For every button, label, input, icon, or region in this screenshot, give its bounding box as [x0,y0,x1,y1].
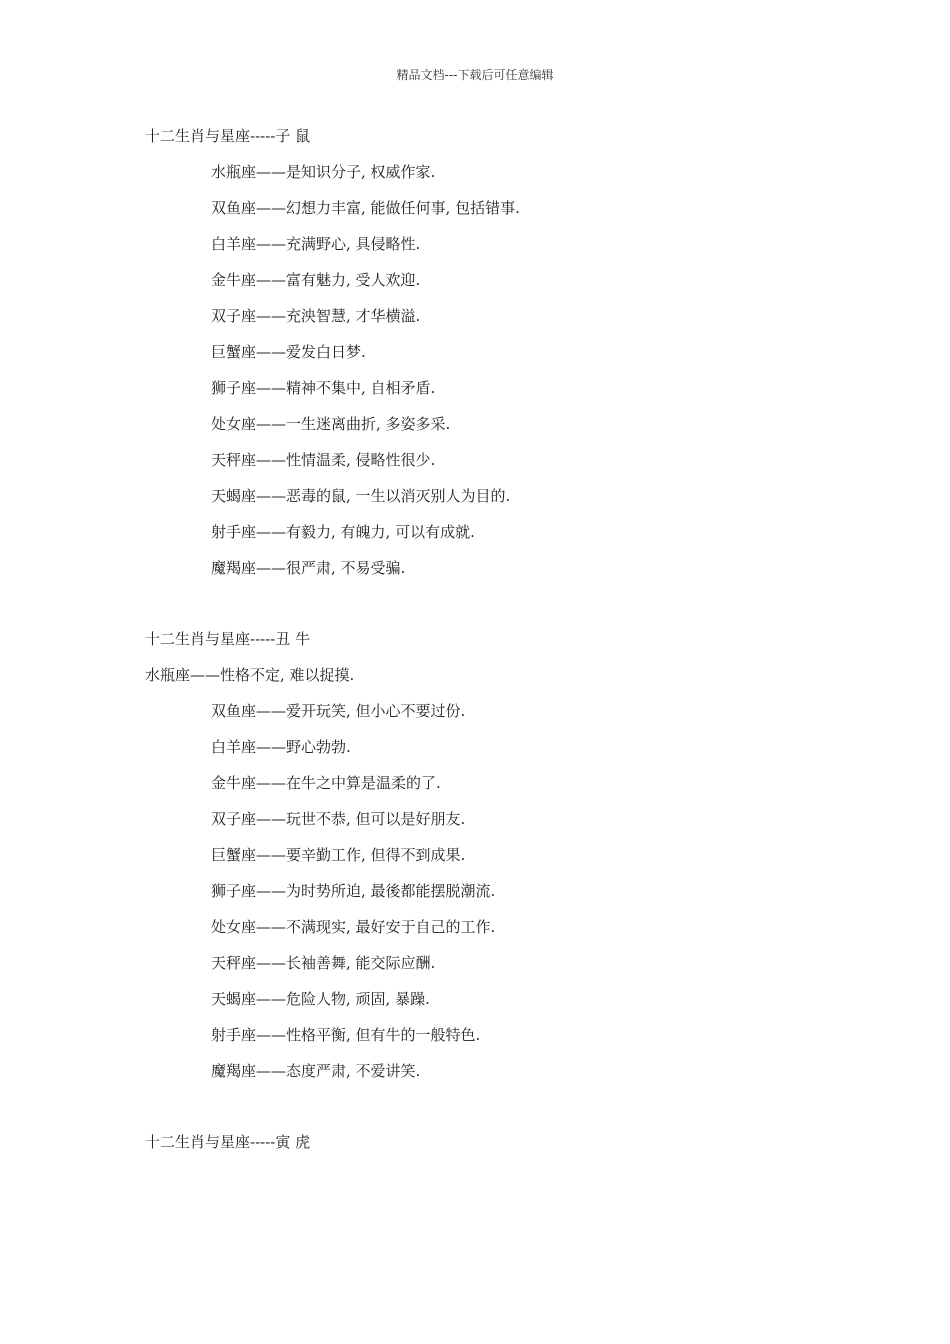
list-item: 天秤座——性情温柔, 侵略性很少. [211,451,436,469]
list-item: 水瓶座——是知识分子, 权威作家. [211,163,436,181]
list-item: 射手座——有毅力, 有魄力, 可以有成就. [211,523,475,541]
list-item: 双子座——玩世不恭, 但可以是好朋友. [211,810,466,828]
list-item: 狮子座——精神不集中, 自相矛盾. [211,379,436,397]
list-item: 水瓶座——性格不定, 难以捉摸. [145,666,355,684]
list-item: 魔羯座——态度严肃, 不爱讲笑. [211,1062,421,1080]
list-item: 射手座——性格平衡, 但有牛的一般特色. [211,1026,481,1044]
list-item: 双鱼座——幻想力丰富, 能做任何事, 包括错事. [211,199,520,217]
list-item: 金牛座——富有魅力, 受人欢迎. [211,271,421,289]
list-item: 天蝎座——危险人物, 顽固, 暴躁. [211,990,430,1008]
list-item: 金牛座——在牛之中算是温柔的了. [211,774,441,792]
list-item: 双鱼座——爱开玩笑, 但小心不要过份. [211,702,466,720]
page-header: 精品文档---下载后可任意编辑 [396,68,554,82]
list-item: 处女座——一生迷离曲折, 多姿多采. [211,415,451,433]
list-item: 巨蟹座——要辛勤工作, 但得不到成果. [211,846,466,864]
section-heading-tiger: 十二生肖与星座-----寅 虎 [145,1133,311,1151]
list-item: 魔羯座——很严肃, 不易受骗. [211,559,406,577]
list-item: 天蝎座——恶毒的鼠, 一生以消灭别人为目的. [211,487,511,505]
list-item: 白羊座——充满野心, 具侵略性. [211,235,421,253]
list-item: 狮子座——为时势所迫, 最後都能摆脱潮流. [211,882,496,900]
section-heading-ox: 十二生肖与星座-----丑 牛 [145,630,311,648]
section-heading-rat: 十二生肖与星座-----子 鼠 [145,127,311,145]
list-item: 处女座——不满现实, 最好安于自己的工作. [211,918,496,936]
list-item: 白羊座——野心勃勃. [211,738,351,756]
list-item: 巨蟹座——爱发白日梦. [211,343,366,361]
list-item: 天秤座——长袖善舞, 能交际应酬. [211,954,436,972]
list-item: 双子座——充泱智慧, 才华横溢. [211,307,421,325]
